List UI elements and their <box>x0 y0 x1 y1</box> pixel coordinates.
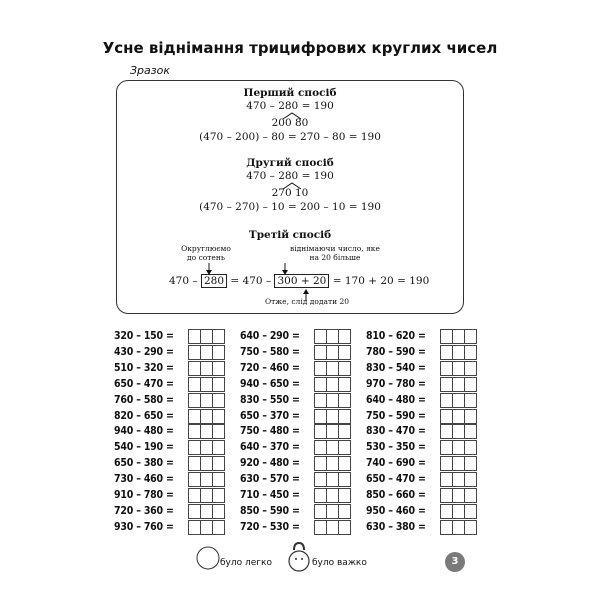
answer-digit-cell[interactable] <box>338 520 351 535</box>
exercise-expression: 940 – 480 = <box>114 425 174 438</box>
answer-boxes[interactable] <box>440 377 477 392</box>
exercise-expression: 740 – 690 = <box>366 457 426 470</box>
answer-boxes[interactable] <box>314 377 351 392</box>
exercise-expression: 640 – 480 = <box>366 393 426 406</box>
answer-digit-cell[interactable] <box>212 377 225 392</box>
answer-boxes[interactable] <box>188 488 225 503</box>
answer-boxes[interactable] <box>314 329 351 344</box>
method1-equation: 470 – 280 = 190 <box>246 100 334 112</box>
exercise-expression: 650 – 470 = <box>114 377 174 390</box>
answer-digit-cell[interactable] <box>338 488 351 503</box>
answer-digit-cell[interactable] <box>338 377 351 392</box>
exercise-expression: 950 – 460 = <box>366 504 426 517</box>
exercise-expression: 530 – 350 = <box>366 441 426 454</box>
answer-boxes[interactable] <box>314 472 351 487</box>
answer-boxes[interactable] <box>188 504 225 519</box>
exercise-expression: 720 – 360 = <box>114 504 174 517</box>
answer-boxes[interactable] <box>314 504 351 519</box>
answer-digit-cell[interactable] <box>338 393 351 408</box>
answer-boxes[interactable] <box>440 409 477 424</box>
answer-digit-cell[interactable] <box>464 456 477 471</box>
eq-boxed-300-plus-20: 300 + 20 <box>274 274 329 288</box>
method2-solution: (470 – 270) – 10 = 200 – 10 = 190 <box>199 201 381 213</box>
eq-boxed-280: 280 <box>201 274 227 288</box>
answer-digit-cell[interactable] <box>464 329 477 344</box>
method2-split: 270 10 <box>271 187 309 199</box>
method1-heading: Перший спосіб <box>243 87 337 99</box>
answer-digit-cell[interactable] <box>338 456 351 471</box>
exercise-expression: 920 – 480 = <box>240 457 300 470</box>
exercise-expression: 720 – 460 = <box>240 361 300 374</box>
answer-boxes[interactable] <box>314 520 351 535</box>
answer-boxes[interactable] <box>440 345 477 360</box>
answer-boxes[interactable] <box>314 424 351 439</box>
answer-digit-cell[interactable] <box>338 504 351 519</box>
method2-heading: Другий спосіб <box>246 157 334 169</box>
answer-digit-cell[interactable] <box>464 377 477 392</box>
answer-digit-cell[interactable] <box>338 472 351 487</box>
answer-boxes[interactable] <box>188 409 225 424</box>
answer-digit-cell[interactable] <box>464 488 477 503</box>
answer-boxes[interactable] <box>314 456 351 471</box>
answer-boxes[interactable] <box>314 393 351 408</box>
answer-digit-cell[interactable] <box>464 393 477 408</box>
note-round: Округлюємо до сотень <box>181 244 231 262</box>
exercise-expression: 650 – 470 = <box>366 473 426 486</box>
exercise-expression: 850 – 590 = <box>240 504 300 517</box>
exercise-expression: 640 – 290 = <box>240 330 300 342</box>
answer-boxes[interactable] <box>188 329 225 344</box>
answer-boxes[interactable] <box>440 329 477 344</box>
exercise-expression: 780 – 590 = <box>366 345 426 358</box>
answer-digit-cell[interactable] <box>464 409 477 424</box>
answer-boxes[interactable] <box>314 488 351 503</box>
answer-boxes[interactable] <box>440 488 477 503</box>
exercise-expression: 760 – 580 = <box>114 393 174 406</box>
answer-digit-cell[interactable] <box>338 440 351 455</box>
exercise-expression: 730 – 460 = <box>114 473 174 486</box>
sample-box <box>116 80 464 314</box>
answer-digit-cell[interactable] <box>212 472 225 487</box>
method3-heading: Третій спосіб <box>248 229 332 241</box>
answer-boxes[interactable] <box>314 440 351 455</box>
exercise-expression: 750 – 590 = <box>366 409 426 422</box>
answer-boxes[interactable] <box>188 472 225 487</box>
answer-boxes[interactable] <box>188 440 225 455</box>
exercise-expression: 940 – 650 = <box>240 377 300 390</box>
answer-digit-cell[interactable] <box>338 361 351 376</box>
exercise-expression: 850 – 660 = <box>366 489 426 501</box>
answer-boxes[interactable] <box>440 504 477 519</box>
answer-boxes[interactable] <box>440 393 477 408</box>
easy-face-icon <box>196 542 220 572</box>
exercise-expression: 750 – 480 = <box>240 425 300 438</box>
exercise-expression: 320 – 150 = <box>114 330 174 342</box>
answer-digit-cell[interactable] <box>212 424 225 439</box>
answer-boxes[interactable] <box>188 456 225 471</box>
eq-part-b: = 470 – <box>230 275 272 287</box>
exercise-expression: 720 – 530 = <box>240 520 300 533</box>
exercise-expression: 910 – 780 = <box>114 489 174 501</box>
exercise-expression: 970 – 780 = <box>366 377 426 390</box>
answer-digit-cell[interactable] <box>212 393 225 408</box>
answer-digit-cell[interactable] <box>338 424 351 439</box>
hard-label: було важко <box>312 558 367 568</box>
answer-digit-cell[interactable] <box>212 361 225 376</box>
exercise-expression: 830 – 540 = <box>366 361 426 374</box>
exercise-expression: 830 – 470 = <box>366 425 426 438</box>
answer-boxes[interactable] <box>314 409 351 424</box>
exercise-expression: 630 – 380 = <box>366 520 426 533</box>
exercise-expression: 510 – 320 = <box>114 361 174 374</box>
answer-boxes[interactable] <box>440 456 477 471</box>
exercise-expression: 810 – 620 = <box>366 330 426 342</box>
answer-digit-cell[interactable] <box>212 504 225 519</box>
sample-label: Зразок <box>130 64 170 77</box>
exercise-expression: 640 – 370 = <box>240 441 300 454</box>
exercise-expression: 540 – 190 = <box>114 441 174 454</box>
answer-boxes[interactable] <box>440 424 477 439</box>
answer-boxes[interactable] <box>188 377 225 392</box>
note-subtract: віднімаючи число, яке на 20 більше <box>290 244 380 262</box>
note-add: Отже, слід додати 20 <box>264 297 350 306</box>
answer-digit-cell[interactable] <box>212 456 225 471</box>
exercise-expression: 930 – 760 = <box>114 520 174 533</box>
answer-boxes[interactable] <box>188 424 225 439</box>
answer-digit-cell[interactable] <box>212 440 225 455</box>
kettlebell-icon <box>286 540 312 574</box>
answer-boxes[interactable] <box>440 440 477 455</box>
easy-label: було легко <box>220 558 272 568</box>
answer-boxes[interactable] <box>188 520 225 535</box>
answer-digit-cell[interactable] <box>464 520 477 535</box>
answer-digit-cell[interactable] <box>212 520 225 535</box>
answer-boxes[interactable] <box>440 520 477 535</box>
method1-solution: (470 – 200) – 80 = 270 – 80 = 190 <box>199 131 381 143</box>
answer-digit-cell[interactable] <box>464 361 477 376</box>
answer-boxes[interactable] <box>188 361 225 376</box>
page-title: Усне віднімання трицифрових круглих чисел <box>102 39 498 57</box>
exercise-expression: 710 – 450 = <box>240 489 300 501</box>
exercise-expression: 750 – 580 = <box>240 345 300 358</box>
answer-boxes[interactable] <box>440 361 477 376</box>
answer-boxes[interactable] <box>188 345 225 360</box>
exercise-expression: 630 – 570 = <box>240 473 300 486</box>
answer-digit-cell[interactable] <box>338 345 351 360</box>
answer-digit-cell[interactable] <box>212 329 225 344</box>
exercise-expression: 430 – 290 = <box>114 345 174 358</box>
answer-digit-cell[interactable] <box>464 472 477 487</box>
answer-digit-cell[interactable] <box>464 440 477 455</box>
answer-digit-cell[interactable] <box>212 409 225 424</box>
page-number-badge: 3 <box>445 552 465 572</box>
answer-boxes[interactable] <box>314 361 351 376</box>
answer-digit-cell[interactable] <box>464 424 477 439</box>
answer-digit-cell[interactable] <box>212 345 225 360</box>
eq-part-a: 470 – <box>169 275 198 287</box>
exercise-expression: 650 – 370 = <box>240 409 300 422</box>
method1-split: 200 80 <box>271 117 309 129</box>
answer-digit-cell[interactable] <box>464 504 477 519</box>
method3-equation <box>169 275 429 287</box>
answer-digit-cell[interactable] <box>212 488 225 503</box>
eq-part-c: = 170 + 20 = 190 <box>332 275 430 287</box>
answer-digit-cell[interactable] <box>464 345 477 360</box>
exercise-expression: 650 – 380 = <box>114 457 174 470</box>
answer-boxes[interactable] <box>188 393 225 408</box>
exercise-expression: 830 – 550 = <box>240 393 300 406</box>
method2-equation: 470 – 280 = 190 <box>246 170 334 182</box>
answer-boxes[interactable] <box>440 472 477 487</box>
answer-digit-cell[interactable] <box>338 409 351 424</box>
answer-boxes[interactable] <box>314 345 351 360</box>
answer-digit-cell[interactable] <box>338 329 351 344</box>
exercise-expression: 820 – 650 = <box>114 409 174 422</box>
